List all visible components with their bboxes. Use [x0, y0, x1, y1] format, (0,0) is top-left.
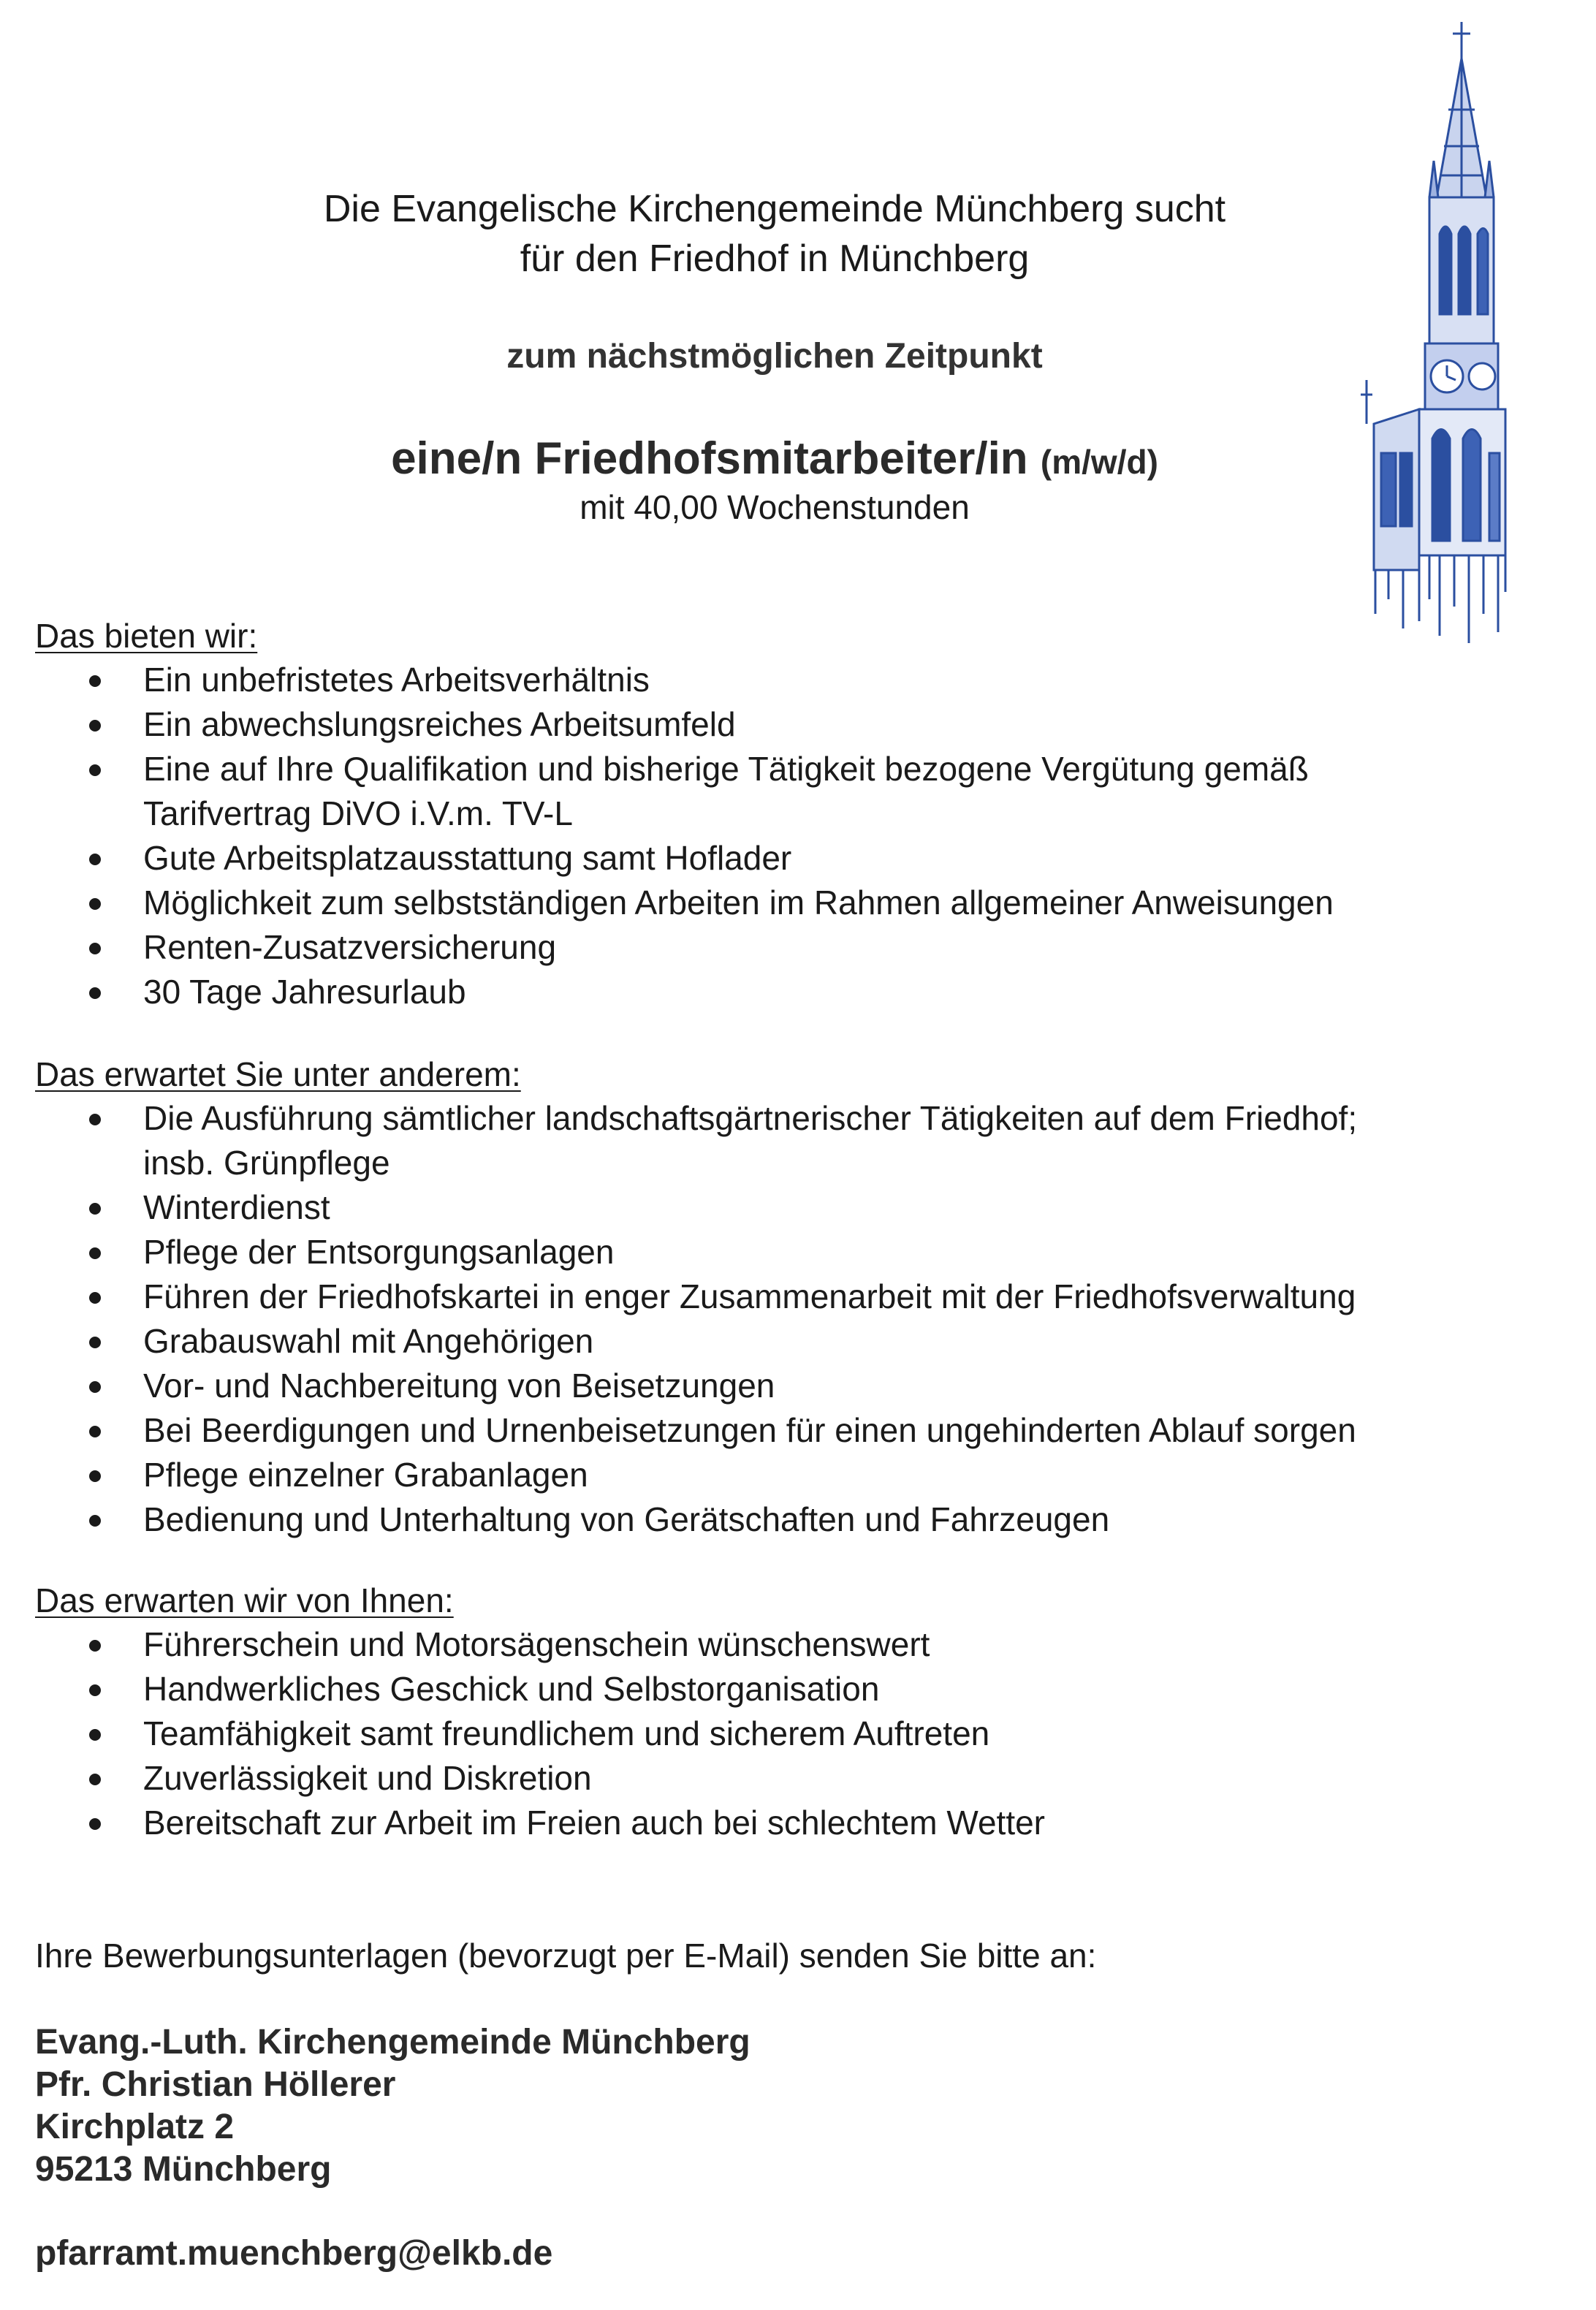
list-item-text: Bei Beerdigungen und Urnenbeisetzungen für einen ungehinderten Ablauf sorgen [143, 1411, 1356, 1449]
bullet-icon [89, 1114, 101, 1125]
list-item-text: Renten-Zusatzversicherung [143, 928, 557, 966]
bullet-icon [89, 1426, 101, 1437]
list-item [35, 1408, 1526, 1453]
bullet-icon [89, 987, 101, 999]
list-item [35, 702, 1526, 747]
bullet-icon [89, 720, 101, 732]
list-item [35, 1096, 1526, 1141]
list-item-text: Eine auf Ihre Qualifikation und bisherige Tätigkeit bezogene Vergütung gemäß [143, 750, 1309, 788]
requirements-list [35, 1622, 1526, 1845]
list-item-text: Pflege einzelner Grabanlagen [143, 1456, 588, 1494]
list-item [35, 1756, 1526, 1801]
list-item [35, 658, 1526, 702]
bullet-icon [89, 898, 101, 910]
list-item-text: insb. Grünpflege [143, 1144, 390, 1182]
bullet-icon [89, 1337, 101, 1348]
list-item-text: Winterdienst [143, 1188, 330, 1226]
list-item [35, 1667, 1526, 1711]
list-item [35, 970, 1526, 1014]
list-item [35, 1230, 1526, 1274]
position-title-text: eine/n Friedhofsmitarbeiter/in [391, 433, 1028, 484]
expect-list [35, 1096, 1526, 1542]
position-title [0, 430, 1549, 491]
address-line: Kirchplatz 2 [35, 2108, 235, 2146]
address-line: Pfr. Christian Höllerer [35, 2065, 396, 2104]
list-item-text: Grabauswahl mit Angehörigen [143, 1322, 594, 1360]
bullet-icon [89, 1203, 101, 1215]
list-item-text: Zuverlässigkeit und Diskretion [143, 1759, 592, 1797]
list-item-text: Führerschein und Motorsägenschein wünschenswert [143, 1625, 930, 1663]
offer-list [35, 658, 1526, 1014]
list-item-text: Bedienung und Unterhaltung von Gerätschaften und Fahrzeugen [143, 1500, 1110, 1538]
intro-line-1: Die Evangelische Kirchengemeinde Münchberg sucht [323, 188, 1226, 230]
bullet-icon [89, 1470, 101, 1482]
list-item-text: Pflege der Entsorgungsanlagen [143, 1233, 615, 1271]
list-item-text: 30 Tage Jahresurlaub [143, 973, 466, 1011]
section-heading: Das erwarten wir von Ihnen: [35, 1581, 454, 1619]
bullet-icon [89, 1381, 101, 1393]
timing-line: zum nächstmöglichen Zeitpunkt [506, 337, 1043, 376]
list-item [35, 1801, 1526, 1845]
list-item [35, 881, 1526, 925]
list-item [35, 1185, 1526, 1230]
list-item [35, 747, 1526, 791]
address-line: Evang.-Luth. Kirchengemeinde Münchberg [35, 2023, 750, 2062]
list-item [35, 925, 1526, 970]
list-item-text: Ein abwechslungsreiches Arbeitsumfeld [143, 705, 736, 743]
list-item-text: Ein unbefristetes Arbeitsverhältnis [143, 661, 650, 699]
contact-address [35, 2021, 750, 2191]
bullet-icon [89, 1818, 101, 1830]
list-item [35, 1453, 1526, 1497]
list-item [35, 1711, 1526, 1756]
list-item-text: Bereitschaft zur Arbeit im Freien auch bei schlechtem Wetter [143, 1804, 1046, 1842]
list-item-text: Die Ausführung sämtlicher landschaftsgärtnerischer Tätigkeiten auf dem Friedhof; [143, 1099, 1358, 1137]
list-item-continuation [35, 1141, 1526, 1185]
list-item [35, 1622, 1526, 1667]
list-item-text: Möglichkeit zum selbstständigen Arbeiten im Rahmen allgemeiner Anweisungen [143, 884, 1334, 922]
list-item-continuation [35, 791, 1526, 836]
working-hours: mit 40,00 Wochenstunden [580, 488, 970, 526]
bullet-icon [89, 854, 101, 865]
requirements-section [35, 1578, 1526, 1845]
bullet-icon [89, 1247, 101, 1259]
contact-email: pfarramt.muenchberg@elkb.de [35, 2234, 553, 2273]
application-instructions: Ihre Bewerbungsunterlagen (bevorzugt per E-Mail) senden Sie bitte an: [35, 1937, 1097, 1975]
list-item-text: Führen der Friedhofskartei in enger Zusammenarbeit mit der Friedhofsverwaltung [143, 1277, 1356, 1315]
list-item [35, 1319, 1526, 1364]
bullet-icon [89, 1684, 101, 1696]
offer-section [35, 614, 1526, 1014]
list-item-text: Gute Arbeitsplatzausstattung samt Hoflader [143, 839, 792, 877]
bullet-icon [89, 943, 101, 954]
list-item [35, 1497, 1526, 1542]
list-item [35, 1274, 1526, 1319]
list-item-text: Handwerkliches Geschick und Selbstorganisation [143, 1670, 880, 1708]
bullet-icon [89, 675, 101, 687]
address-line: 95213 Münchberg [35, 2150, 332, 2189]
bullet-icon [89, 1515, 101, 1527]
list-item [35, 836, 1526, 881]
list-item-text: Tarifvertrag DiVO i.V.m. TV-L [143, 794, 573, 832]
section-heading: Das bieten wir: [35, 617, 258, 655]
bullet-icon [89, 1292, 101, 1304]
bullet-icon [89, 1640, 101, 1652]
list-item [35, 1364, 1526, 1408]
intro-line-2: für den Friedhof in Münchberg [520, 238, 1030, 280]
section-heading: Das erwartet Sie unter anderem: [35, 1055, 521, 1093]
bullet-icon [89, 1729, 101, 1741]
bullet-icon [89, 1774, 101, 1785]
list-item-text: Teamfähigkeit samt freundlichem und sicherem Auftreten [143, 1714, 990, 1752]
position-title-suffix: (m/w/d) [1040, 443, 1158, 481]
bullet-icon [89, 764, 101, 776]
expect-section [35, 1052, 1526, 1542]
list-item-text: Vor- und Nachbereitung von Beisetzungen [143, 1367, 775, 1405]
